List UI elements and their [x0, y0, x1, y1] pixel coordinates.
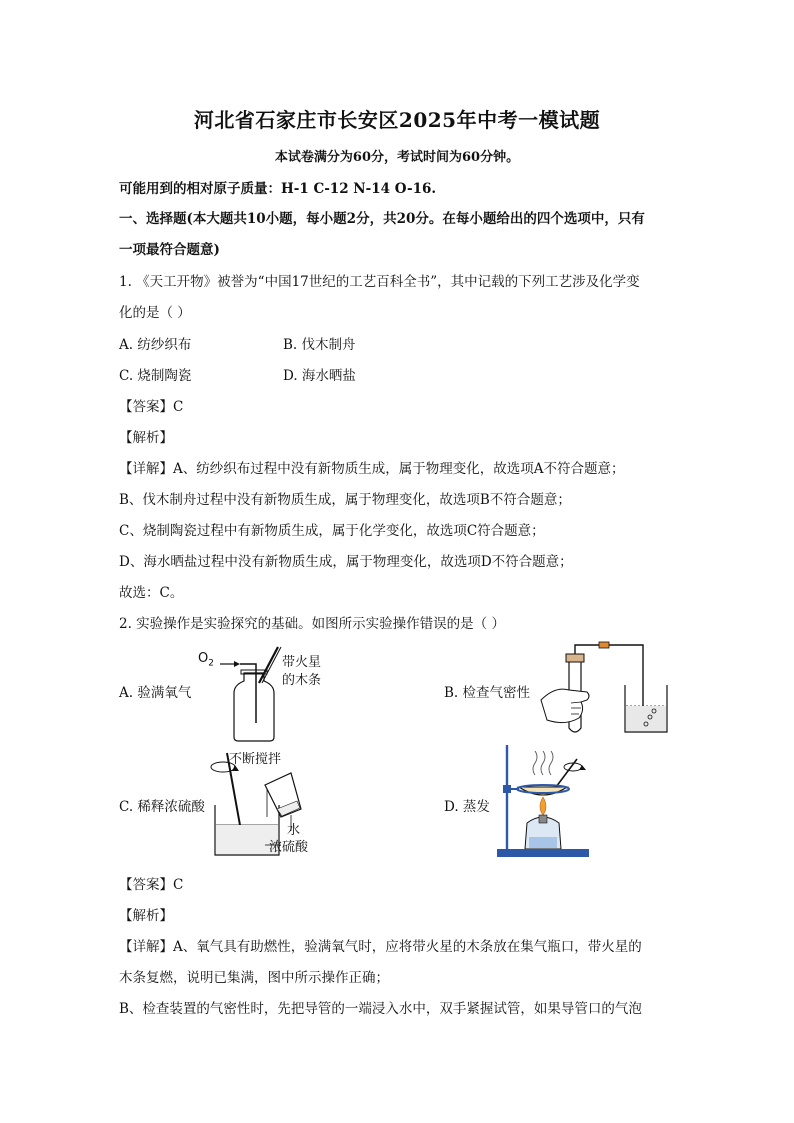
- evaporation-drawing: [493, 745, 603, 865]
- q1-stem-line1: 1. 《天工开物》被誉为“中国17世纪的工艺百科全书”，其中记载的下列工艺涉及化学变: [119, 274, 640, 290]
- o2-label: $O_2$: [198, 651, 214, 669]
- q2-stem: 2. 实验操作是实验探究的基础。如图所示实验操作错误的是（ ）: [119, 616, 505, 632]
- q2-option-a: A. 验满氧气: [119, 685, 192, 701]
- q1-analysis-label: 【解析】: [119, 430, 173, 446]
- airtightness-drawing: [535, 640, 675, 740]
- q2-detail-line1: 【详解】A、氧气具有助燃性，验满氧气时，应将带火星的木条放在集气瓶口，带火星的: [119, 939, 642, 955]
- q1-option-b: B. 伐木制舟: [283, 337, 356, 353]
- splint-label-line2: 的木条: [282, 673, 322, 688]
- exam-info: 本试卷满分为60分，考试时间为60分钟。: [274, 150, 520, 165]
- q2-answer: 【答案】C: [119, 877, 184, 893]
- q1-option-c: C. 烧制陶瓷: [119, 368, 192, 384]
- section-heading-line2: 一项最符合题意): [119, 242, 220, 258]
- figure-airtightness-check: [535, 640, 675, 740]
- q1-option-d: D. 海水晒盐: [283, 368, 356, 384]
- q2-detail-line2: 木条复燃，说明已集满，图中所示操作正确；: [119, 970, 389, 986]
- q1-detail-line2: B、伐木制舟过程中没有新物质生成，属于物理变化，故选项B不符合题意；: [119, 492, 571, 508]
- acid-label: 浓硫酸: [269, 840, 309, 855]
- q2-detail-line3: B、检查装置的气密性时，先把导管的一端浸入水中，双手紧握试管，如果导管口的气泡: [119, 1001, 642, 1017]
- splint-label-line1: 带火星: [282, 655, 322, 670]
- q1-detail-line1: 【详解】A、纺纱织布过程中没有新物质生成，属于物理变化，故选项A不符合题意；: [119, 461, 625, 477]
- q1-conclusion: 故选：C。: [119, 585, 184, 601]
- stir-label: 不断搅拌: [229, 752, 282, 767]
- q1-detail-line4: D、海水晒盐过程中没有新物质生成，属于物理变化，故选项D不符合题意；: [119, 554, 573, 570]
- water-label: 水: [287, 823, 301, 838]
- q1-answer: 【答案】C: [119, 399, 184, 415]
- gas-bottle-drawing: [196, 645, 346, 745]
- section-heading-line1: 一、选择题(本大题共10小题，每小题2分，共20分。在每小题给出的四个选项中，只有: [119, 211, 645, 227]
- q2-option-d: D. 蒸发: [444, 799, 490, 815]
- figure-evaporation: [493, 745, 603, 865]
- q2-option-c: C. 稀释浓硫酸: [119, 799, 205, 815]
- atomic-masses: 可能用到的相对原子质量：H-1 C-12 N-14 O-16.: [119, 181, 437, 197]
- q2-analysis-label: 【解析】: [119, 908, 173, 924]
- figure-oxygen-test: [196, 645, 346, 745]
- q1-detail-line3: C、烧制陶瓷过程中有新物质生成，属于化学变化，故选项C符合题意；: [119, 523, 545, 539]
- q2-option-b: B. 检查气密性: [444, 685, 531, 701]
- page-title: 河北省石家庄市长安区2025年中考一模试题: [193, 108, 601, 132]
- q1-stem-line2: 化的是（ ）: [119, 305, 191, 321]
- figure-dilute-acid: [205, 745, 335, 860]
- q1-option-a: A. 纺纱织布: [119, 337, 192, 353]
